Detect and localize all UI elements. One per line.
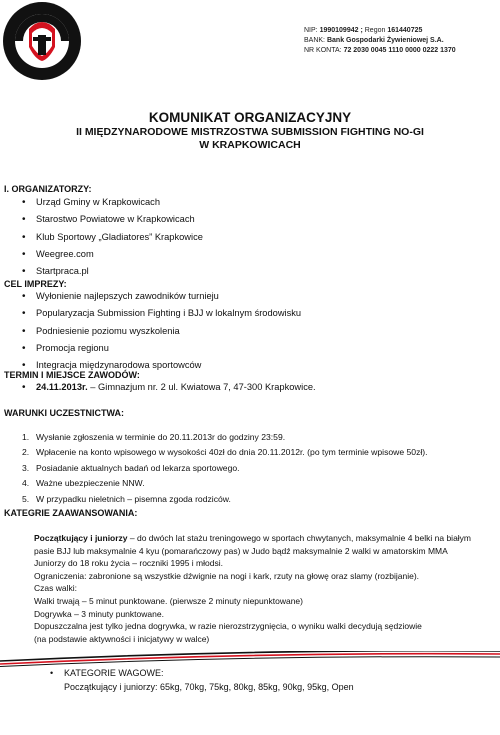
beginner-text: – do dwóch lat stażu treningowego w sportach chwytanych, maksymalnie 4 belki na białym pasie BJJ lub maksymalnie 4 kyu (pomarańczowy pas) w Judo bądź maksymalnie 2 walki w amatorskim MMA [34,533,472,556]
club-logo [2,1,82,81]
conditions-heading: WARUNKI UCZESTNICTWA: [4,408,124,418]
list-item: 4. Ważne ubezpieczenie NNW. [22,478,145,489]
bullet-icon: • [50,668,54,678]
list-item: 2. Wpłacenie na konto wpisowego w wysokości 40zł do dnia 20.11.2012r. (po tym terminie wpisowe 50zł). [22,447,428,458]
list-item: • Popularyzacja Submission Fighting i BJJ w lokalnym środowisku [36,305,301,322]
list-item: 1. Wysłanie zgłoszenia w terminie do 20.11.2013r do godziny 23:59. [22,432,286,442]
list-item: • Klub Sportowy „Gladiatores” Krapkowice [36,229,203,246]
time-label: Czas walki: [34,583,77,594]
weight-categories [50,667,354,694]
account-label: NR KONTA: [304,47,342,54]
list-item: • Promocja regionu [36,340,301,357]
document-subtitle: II MIĘDZYNARODOWE MISTRZOSTWA SUBMISSION FIGHTING NO-GI [76,126,424,138]
beginner-label: Początkujący i juniorzy [34,533,128,543]
weights-line: Początkujący i juniorzy: 65kg, 70kg, 75kg, 80kg, 85kg, 90kg, 95kg, Open [64,681,354,692]
list-item: • Wyłonienie najlepszych zawodników turnieju [36,288,301,305]
document-subtitle-city: W KRAPKOWICACH [199,139,301,151]
account-value: 72 2030 0045 1110 0000 0222 1370 [343,47,456,54]
bank-value: Bank Gospodarki Żywieniowej S.A. [326,37,444,44]
organizers-list [36,194,203,280]
document-header [0,110,500,152]
overtime-text: Dogrywka – 3 minuty punktowane. [34,608,164,619]
restrictions-text: Ograniczenia: zabronione są wszystkie dźwignie na nogi i kark, rzuty na głowę oraz slamy (rozbijanie). [34,570,420,581]
weights-heading: KATEGORIE WAGOWE: [64,668,164,678]
fight-time-text: Walki trwają – 5 minut punktowane. (pierwsze 2 minuty niepunktowane) [34,595,303,606]
categories-body [34,532,484,645]
list-item: 3. Posiadanie aktualnych badań od lekarza sportowego. [22,462,240,473]
venue-list [36,379,316,396]
list-item: • Startpraca.pl [36,263,203,280]
list-item: • Starostwo Powiatowe w Krapkowicach [36,211,203,228]
cutoff-text: (na podstawie aktywności i inicjatywy w walce) [34,633,210,644]
list-item: • Urząd Gminy w Krapkowicach [36,194,203,211]
goals-heading: CEL IMPREZY: [4,279,67,289]
list-item: • Integracja międzynarodowa sportowców [36,357,301,374]
company-registry [304,26,456,56]
list-item: 5. W przypadku nieletnich – pisemna zgoda rodziców. [22,493,231,504]
venue-date: 24.11.2013r. [36,382,88,392]
regon-label: Regon [364,27,386,34]
list-item: • Weegree.com [36,246,203,263]
venue-item [36,379,316,396]
categories-heading: KATEGRIE ZAAWANSOWANIA: [4,508,138,518]
list-item: • Podniesienie poziomu wyszkolenia [36,323,301,340]
venue-place: – Gimnazjum nr. 2 ul. Kwiatowa 7, 47-300 Krapkowice. [87,382,316,392]
venue-heading: TERMIN I MIEJSCE ZAWODÓW: [4,370,140,380]
document-title: KOMUNIKAT ORGANIZACYJNY [148,110,352,125]
organizers-heading: I. ORGANIZATORZY: [4,184,92,194]
conditions-list [22,430,428,507]
overtime-rule-text: Dopuszczalna jest tylko jedna dogrywka, w razie nierozstrzygnięcia, o wyniku walki decydują sędziowie [34,621,422,632]
nip-label: NIP: [304,27,318,34]
goals-list [36,288,301,374]
bank-label: BANK: [304,37,326,44]
nip-value: 1990109942 ; [319,27,363,34]
juniors-text: Juniorzy do 18 roku życia – roczniki 1995 i młodsi. [34,558,223,569]
decorative-stripes [0,651,500,667]
regon-value: 161440725 [387,27,423,34]
